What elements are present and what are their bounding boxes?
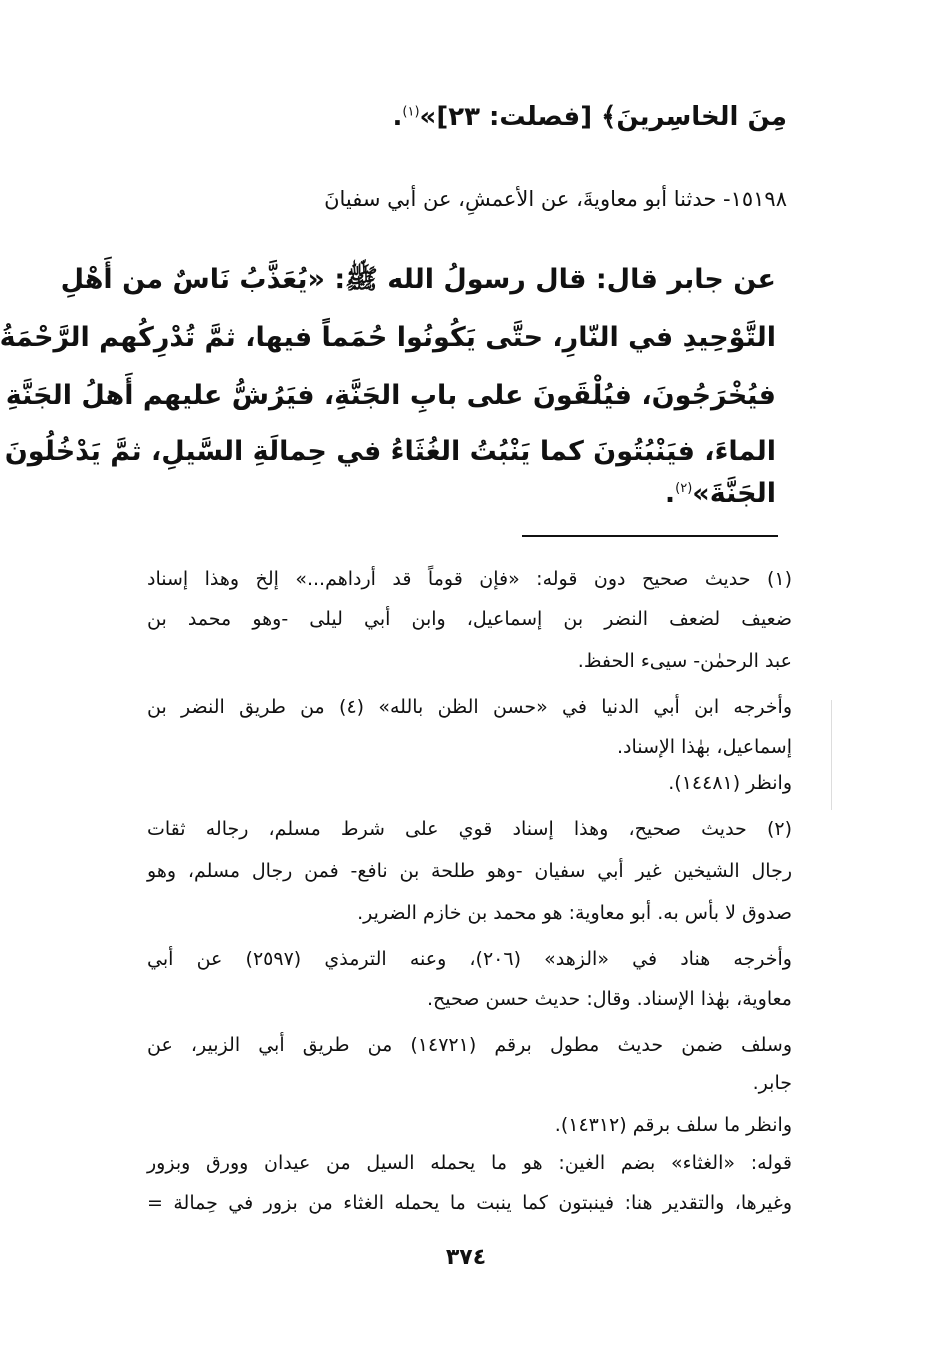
page-number: ٣٧٤ (445, 1245, 487, 1270)
footnote-ref-1: (١) (402, 104, 420, 120)
hadith-text-line-3: فيُخْرَجُونَ، فيُلْقَونَ على بابِ الجَنَّةِ، فيَرُشُّ عليهم أَهلُ الجَنَّةِ (5, 380, 776, 411)
hadith-text-line-4: الماءَ، فيَنْبُتُونَ كما يَنْبُتُ الغُثَاءُ في حِمالَةِ السَّيلِ، ثمَّ يَدْخُلُونَ (4, 436, 776, 467)
footnote-divider (522, 535, 778, 537)
footnote-line-11: معاوية، بهٰذا الإسناد. وقال: حديث حسن صحيح. (426, 988, 792, 1010)
hadith-last-text: الجَنَّةَ» (692, 478, 776, 509)
footnote-line-4: وأخرجه ابن أبي الدنيا في «حسن الظن بالله» (٤) من طريق النضر بن (147, 696, 792, 718)
footnote-line-5: إسماعيل، بهٰذا الإسناد. (617, 736, 792, 758)
footnote-line-6: وانظر (١٤٤٨١). (668, 772, 792, 794)
hadith-text-line-1: عن جابر قال: قال رسولُ الله ﷺ: «يُعَذَّبُ نَاسٌ من أَهْلِ (60, 264, 776, 295)
footnote-line-7: (٢) حديث صحيح، وهذا إسناد قوي على شرط مسلم، رجاله ثقات (147, 818, 792, 840)
footnote-line-3: عبد الرحمٰن- سيىء الحفظ. (577, 650, 792, 672)
verse-ending-text: مِنَ الخاسِرينَ﴾ [فصلت: ٢٣]» (419, 102, 787, 132)
verse-ending-line (147, 102, 787, 132)
footnote-line-2: ضعيف لضعف النضر بن إسماعيل، وابن أبي ليلى -وهو محمد بن (147, 608, 792, 630)
hadith-text-line-2: التَّوْحِيدِ في النّارِ، حتَّى يَكُونُوا حُمَماً فيها، ثمَّ تُدْرِكُهم الرَّحْمَةُ (0, 322, 776, 353)
footnote-line-12: وسلف ضمن حديث مطول برقم (١٤٧٢١) من طريق أبي الزبير، عن (147, 1034, 792, 1056)
footnote-line-13: جابر. (752, 1072, 792, 1094)
footnote-line-9: صدوق لا بأس به. أبو معاوية: هو محمد بن خازم الضرير. (357, 902, 792, 924)
scan-margin-mark (831, 700, 832, 810)
footnote-line-16: وغيرها، والتقدير هنا: فينبتون كما ينبت ما يحمله الغثاء من بزور في حِمالة = (147, 1192, 792, 1214)
footnote-line-1: (١) حديث صحيح دون قوله: «فإن قوماً قد أرداهم...» إلخ وهذا إسناد (147, 568, 792, 590)
footnote-line-10: وأخرجه هناد في «الزهد» (٢٠٦)، وعنه الترمذي (٢٥٩٧) عن أبي (147, 948, 792, 970)
hadith-chain-line: ١٥١٩٨- حدثنا أبو معاويةَ، عن الأعمشِ، عن أبي سفيانَ (324, 187, 787, 211)
footnote-line-8: رجال الشيخين غير أبي سفيان -وهو طلحة بن نافع- فمن رجال مسلم، وهو (147, 860, 792, 882)
verse-ending-period: . (392, 102, 403, 132)
footnote-line-15: قوله: «الغثاء» بضم الغين: هو ما يحمله السيل من عيدان وورق وبزور (147, 1152, 792, 1174)
hadith-last-period: . (664, 478, 676, 509)
footnote-ref-2: (٢) (675, 481, 693, 496)
footnote-line-14: وانظر ما سلف برقم (١٤٣١٢). (554, 1114, 792, 1136)
hadith-text-last-line (126, 478, 776, 509)
